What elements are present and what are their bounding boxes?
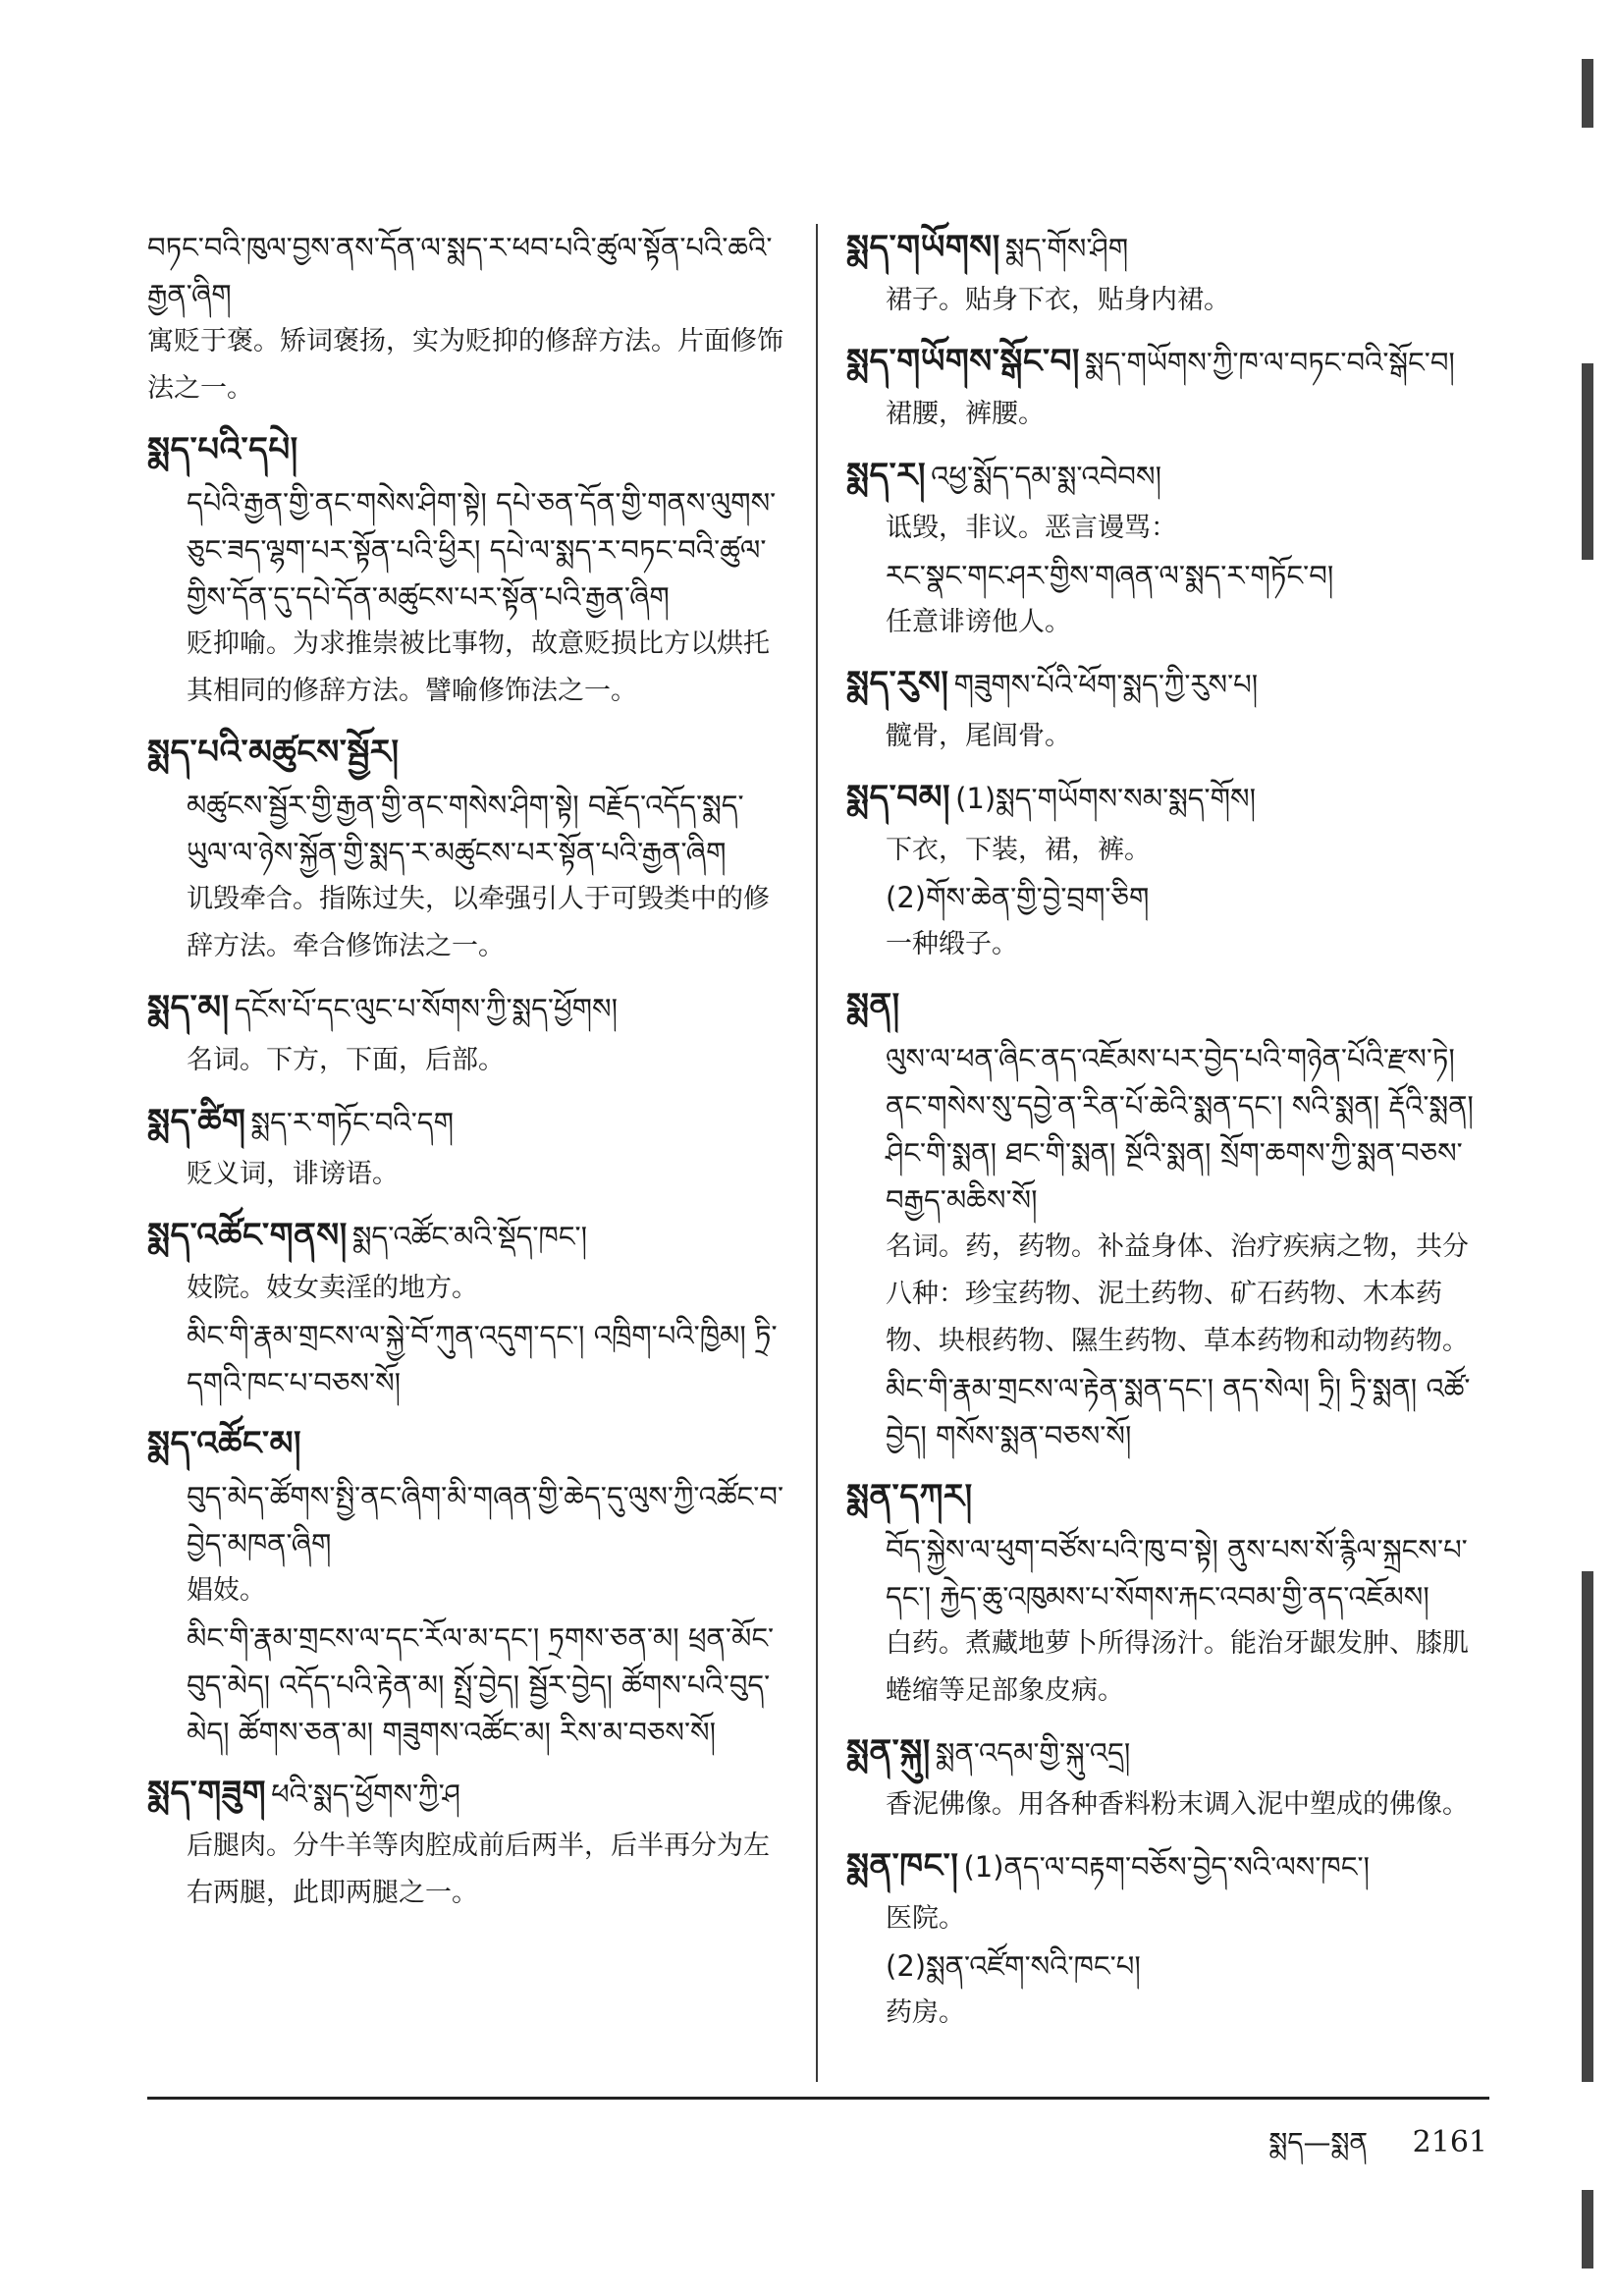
entry-tibetan-definition: བཏང་བའི་ཁུལ་བྱས་ནས་དོན་ལ་སྨད་ར་ཕབ་པའི་ཚུལ་སྟོན་པའི་ཆའི་རྒྱན་ཞིག [147, 231, 773, 311]
entry-tibetan-definition: མཚུངས་སྦྱོར་གྱི་རྒྱན་གྱི་ནང་གསེས་ཤིག་སྟེ། བརྗོད་འདོད་སྨད་ཡུལ་ལ་ཉེས་སྐྱོན་གྱི་སྨད་ར་མཚུངས་པར་སྟོན་པའི་རྒྱན་ཞིག [187, 789, 744, 869]
entry-chinese-sense-2: 一种缎子。 [886, 929, 1018, 959]
entry-tibetan-definition: སྨད་ར་གཏོང་བའི་དག [250, 1106, 454, 1139]
entry-tibetan-synonyms: མིང་གི་རྣམ་གྲངས་ལ་སྐྱེ་བོ་ཀུན་འདུག་དང་། འཁྲིག་པའི་ཁྱིམ། ཏྲི་དགའི་ཁང་པ་བཅས་སོ། [187, 1319, 778, 1399]
entry-headword: སྨད་ར། [846, 456, 927, 495]
entry-tibetan-definition: (1)སྨད་གཡོགས་སམ་སྨད་གོས། [955, 782, 1257, 815]
footer-headword-range: སྨད—སྨན [1268, 2126, 1369, 2159]
dictionary-entry [846, 982, 1489, 1459]
left-column [147, 224, 790, 1931]
entry-headword: སྨད་གཡོགས་སྒོང་བ། [846, 342, 1080, 381]
entry-chinese-definition: 贬义词，诽谤语。 [187, 1159, 399, 1189]
entry-tibetan-definition: དཔེའི་རྒྱན་གྱི་ནང་གསེས་ཤིག་སྟེ། དཔེ་ཅན་དོན་གྱི་གནས་ལུགས་ཅུང་ཟད་ལྷག་པར་སྟོན་པའི་ཕྱིར། དཔེ་ལ་སྨད་ར་བཏང་བའི་ཚུལ་གྱིས་དོན་དུ་དཔེ་དོན་མཚུངས་པར་སྟོན་པའི་རྒྱན་ཞིག [187, 486, 777, 614]
entry-chinese-definition: 寓贬于褒。矫词褒扬，实为贬抑的修辞方法。片面修饰法之一。 [147, 326, 783, 404]
entry-chinese-definition: 裙腰，裤腰。 [886, 399, 1045, 429]
entry-tibetan-synonyms: མིང་གི་རྣམ་གྲངས་ལ་རྟེན་སྨན་དང་། ནད་སེལ། ཏྲི། ཏྲི་སྨན། འཚོ་བྱེད། གསོས་སྨན་བཅས་སོ། [886, 1372, 1471, 1452]
entry-tibetan-definition: བོད་སྐྱེས་ལ་ཕུག་བཙོས་པའི་ཁུ་བ་སྟེ། ནུས་པས་སོ་རྙིལ་སྐྲངས་པ་དང་། རྐྱེད་ཆུ་འཁུམས་པ་སོགས་རྐང་འབམ་གྱི་ནད་འཇོམས། [886, 1533, 1468, 1613]
entry-chinese-definition: 白药。煮藏地萝卜所得汤汁。能治牙龈发肿、膝肌蜷缩等足部象皮病。 [886, 1628, 1469, 1706]
entry-headword: སྨད་པའི་དཔེ། [147, 430, 298, 469]
entry-tibetan-definition: བུད་མེད་ཚོགས་སྤྱི་ནང་ཞིག་མི་གཞན་གྱི་ཆེད་དུ་ལུས་ཀྱི་འཚོང་བ་བྱེད་མཁན་ཞིག [187, 1480, 784, 1560]
scan-edge-mark [1582, 2190, 1593, 2269]
entry-headword: སྨད་འཚོང་གནས། [147, 1216, 348, 1255]
entry-tibetan-synonyms: མིང་གི་རྣམ་གྲངས་ལ་དང་རོལ་མ་དང་། ཏྲགས་ཅན་མ། ཕྲན་མོང་བུད་མེད། འདོད་པའི་རྟེན་མ། སྤྲོ་བྱེད། སྦྱོར་བྱེད། ཚོགས་པའི་བུད་མེད། ཚོགས་ཅན་མ། གཟུགས་འཚོང་མ། རིས་མ་བཅས་སོ། [187, 1621, 775, 1749]
page-number: 2161 [1412, 2125, 1487, 2159]
entry-chinese-definition: 名词。药，药物。补益身体、治疗疾病之物，共分八种：珍宝药物、泥土药物、矿石药物、木本药物、块根药物、隰生药物、草本药物和动物药物。 [886, 1231, 1469, 1356]
dictionary-entry [147, 426, 790, 715]
entry-chinese-definition: 髋骨，尾闾骨。 [886, 721, 1071, 751]
dictionary-entry [846, 660, 1489, 760]
entry-chinese-definition: 后腿肉。分牛羊等肉腔成前后两半，后半再分为左右两腿，此即两腿之一。 [187, 1831, 770, 1908]
entry-headword: སྨན། [846, 986, 900, 1025]
entry-tibetan-definition: ལུས་ལ་ཕན་ཞིང་ནད་འཇོམས་པར་བྱེད་པའི་གཉེན་པོའི་རྫས་ཏེ། ནང་གསེས་སུ་དབྱེ་ན་རིན་པོ་ཆེའི་སྨན་དང་། སའི་སྨན། རྡོའི་སྨན། ཤིང་གི་སྨན། ཐང་གི་སྨན། སྔོའི་སྨན། སྲོག་ཆགས་ཀྱི་སྨན་བཅས་བརྒྱད་མཆིས་སོ། [886, 1042, 1474, 1217]
scan-edge-mark [1582, 363, 1593, 560]
dictionary-entry [147, 1212, 790, 1406]
entry-tibetan-definition: སྨད་འཚོང་མའི་སྡོད་ཁང་། [351, 1220, 588, 1253]
entry-tibetan-example: རང་སྣང་གང་ཤར་གྱིས་གཞན་ལ་སྨད་ར་གཏོང་བ། [886, 559, 1334, 592]
dictionary-entry [846, 452, 1489, 646]
entry-headword: སྨད་པའི་མཚུངས་སྦྱོར། [147, 733, 400, 772]
dictionary-entry [846, 1473, 1489, 1715]
entry-tibetan-sense-2: (2)གོས་ཆེན་གྱི་བྱེ་བྲག་ཅིག [886, 881, 1150, 914]
entry-chinese-definition: 诋毁，非议。恶言谩骂： [886, 513, 1177, 543]
entry-tibetan-definition: གཟུགས་པོའི་ཕོག་སྨད་ཀྱི་རུས་པ། [953, 668, 1259, 701]
entry-chinese-definition: 医院。 [886, 1903, 965, 1934]
entry-headword: སྨད་ཚིག [147, 1102, 246, 1141]
dictionary-entry [147, 1098, 790, 1198]
entry-headword: སྨན་སྐུ། [846, 1732, 931, 1772]
entry-headword: སྨད་གཟུག [147, 1774, 267, 1813]
entry-tibetan-definition: ཕའི་སྨད་ཕྱོགས་ཀྱི་ཤ [271, 1777, 460, 1811]
entry-chinese-definition: 香泥佛像。用各种香料粉末调入泥中塑成的佛像。 [886, 1789, 1469, 1820]
entry-chinese-definition: 贬抑喻。为求推崇被比事物，故意贬损比方以烘托其相同的修辞方法。譬喻修饰法之一。 [187, 629, 770, 706]
dictionary-entry [846, 1842, 1489, 2037]
dictionary-entry [846, 224, 1489, 324]
scan-edge-mark [1582, 1571, 1593, 2082]
entry-headword: སྨད་གཡོགས། [846, 228, 1000, 267]
dictionary-entry [846, 338, 1489, 438]
page-footer [1268, 2111, 1487, 2189]
entry-chinese-definition: 妓院。妓女卖淫的地方。 [187, 1273, 478, 1303]
entry-chinese-definition: 下衣，下装，裙，裤。 [886, 835, 1151, 865]
entry-tibetan-definition: དངོས་པོ་དང་ལུང་པ་སོགས་ཀྱི་སྨད་ཕྱོགས། [234, 992, 619, 1025]
entry-headword: སྨད་བམ། [846, 778, 950, 817]
entry-tibetan-definition: (1)ནད་ལ་བརྟག་བཅོས་བྱེད་སའི་ལས་ཁང་། [963, 1850, 1370, 1884]
entry-headword: སྨད་རུས། [846, 664, 949, 703]
dictionary-entry [147, 1420, 790, 1756]
dictionary-entry [147, 729, 790, 970]
entry-chinese-definition: 讥毁牵合。指陈过失，以牵强引人于可毁类中的修辞方法。牵合修饰法之一。 [187, 884, 770, 961]
scan-edge-mark [1582, 59, 1593, 128]
entry-tibetan-definition: འཕྱ་སྨོད་དམ་སྨ་འབེབས། [931, 460, 1162, 493]
dictionary-entry [147, 224, 790, 412]
entry-chinese-sense-2: 药房。 [886, 1997, 965, 2028]
dictionary-entry [846, 1728, 1489, 1829]
entry-headword: སྨན་དཀར། [846, 1477, 973, 1516]
dictionary-entry [846, 774, 1489, 968]
entry-tibetan-definition: སྨད་གཡོགས་ཀྱི་ཁ་ལ་བཏང་བའི་སྒོང་བ། [1085, 346, 1455, 379]
entry-chinese-definition: 名词。下方，下面，后部。 [187, 1045, 505, 1075]
entry-chinese-definition: 裙子。贴身下衣，贴身内裙。 [886, 285, 1230, 315]
entry-chinese-definition: 娼妓。 [187, 1575, 266, 1606]
entry-tibetan-sense-2: (2)སྨན་འཛོག་སའི་ཁང་པ། [886, 1949, 1141, 1983]
entry-headword: སྨན་ཁང་། [846, 1846, 959, 1886]
footer-rule [147, 2097, 1489, 2100]
entry-headword: སྨད་མ། [147, 988, 230, 1027]
entry-chinese-example: 任意诽谤他人。 [886, 607, 1071, 637]
column-divider [816, 224, 818, 2082]
right-column [846, 224, 1489, 2050]
entry-tibetan-definition: སྨད་གོས་ཤིག [1004, 232, 1129, 265]
entry-headword: སྨད་འཚོང་མ། [147, 1424, 302, 1463]
dictionary-entry [147, 1770, 790, 1917]
dictionary-entry [147, 984, 790, 1084]
entry-tibetan-definition: སྨན་འདམ་གྱི་སྐུ་འདྲ། [935, 1736, 1131, 1770]
